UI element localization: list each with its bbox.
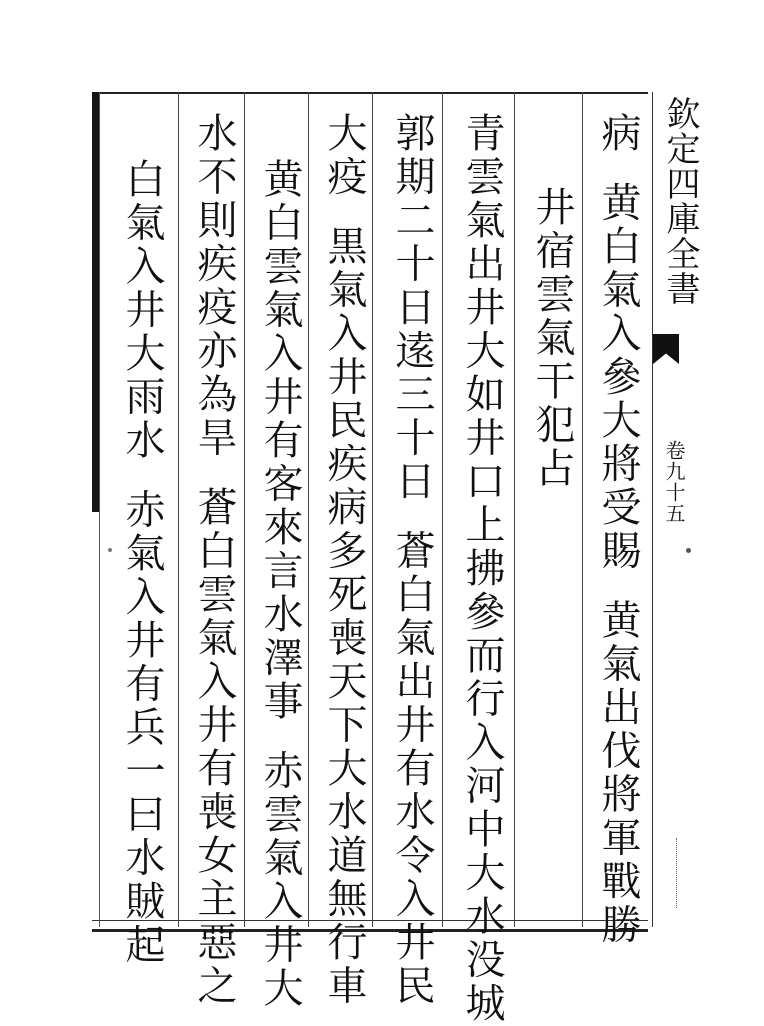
text-segment: 蒼白雲氣入井有喪女主惡之 (191, 486, 237, 1008)
text-column-8 (120, 158, 164, 967)
bottom-rule (92, 920, 648, 921)
column-rule (244, 92, 245, 927)
text-column-3 (460, 112, 504, 1026)
text-column-5 (322, 112, 366, 1008)
text-column-6 (258, 158, 302, 1011)
column-rule (178, 92, 179, 927)
book-title: 欽定四庫全書 (660, 96, 700, 306)
text-segment: 水不則疾疫亦為旱 (191, 112, 237, 460)
text-column-4 (390, 112, 434, 1008)
text-column-2 (530, 186, 574, 491)
text-segment: 青雲氣出井大如井口上拂參而行入河中大水没城 (459, 112, 505, 1026)
text-segment: 赤雲氣入井大 (257, 749, 303, 1011)
paper-speck (108, 548, 112, 552)
column-rule (308, 92, 309, 927)
text-column-7 (192, 112, 236, 1008)
text-segment: 大疫 (321, 112, 367, 199)
text-segment: 白氣入井大雨水 (119, 158, 165, 463)
column-rule (514, 92, 515, 927)
text-segment: 井宿雲氣干犯占 (529, 186, 575, 491)
margin-tick (676, 838, 681, 908)
column-rule (582, 92, 583, 927)
juan-number: 卷九十五 (662, 440, 686, 524)
column-rule (442, 92, 443, 927)
text-segment: 黒氣入井民疾病多死喪天下大水道無行車 (321, 225, 367, 1008)
text-segment: 黄氣出伐將軍戰勝 (595, 599, 641, 947)
text-segment: 蒼白氣出井有水令入井民 (389, 529, 435, 1008)
text-segment: 黄白氣入參大將受賜 (595, 181, 641, 573)
text-segment: 郭期二十日逺三十日 (389, 112, 435, 504)
text-segment: 赤氣入井有兵一曰水賊起 (119, 488, 165, 967)
margin-dot (686, 548, 691, 553)
column-rule (372, 92, 373, 927)
text-segment: 黄白雲氣入井有客來言水澤事 (257, 158, 303, 724)
text-segment: 病 (595, 112, 641, 156)
left-border-line (99, 92, 100, 927)
text-column-1 (596, 112, 640, 947)
